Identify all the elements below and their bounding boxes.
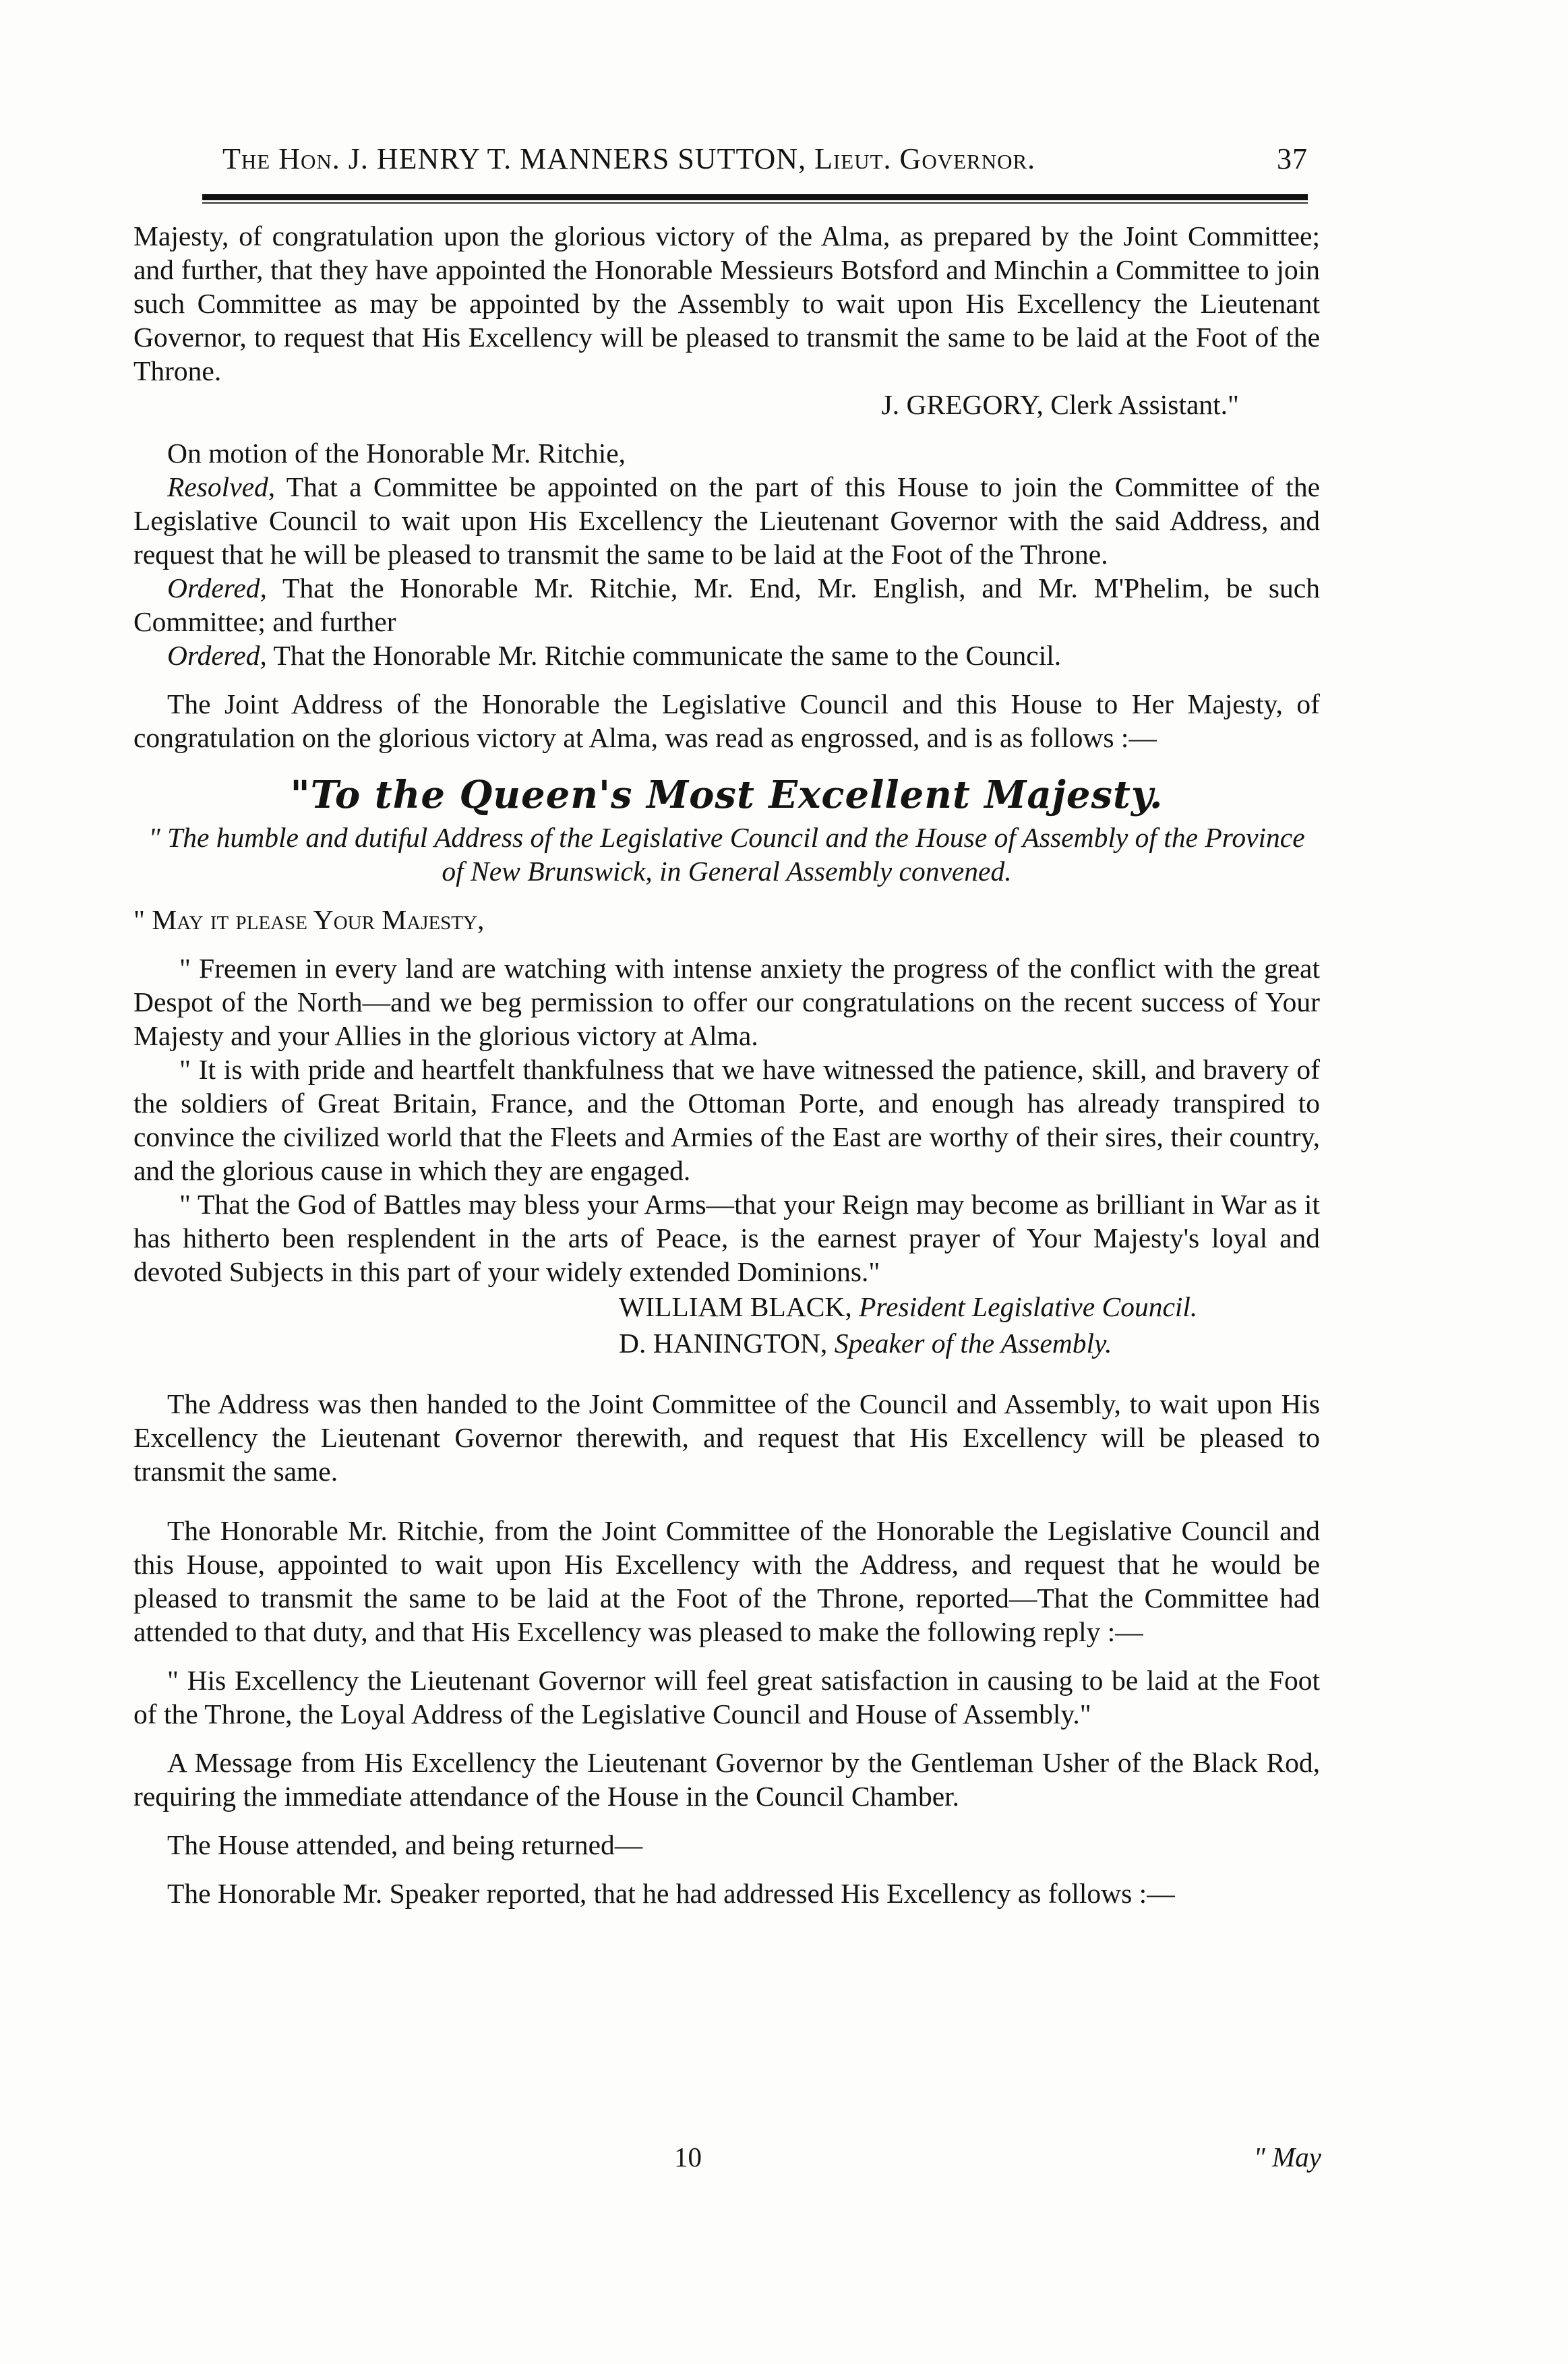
header-rule: [202, 194, 1308, 200]
paragraph: The Address was then handed to the Joint Committee of the Council and Assembly, to wait upon His Excellency the Lieutenant Governor therewith, and request that His Excellency will be pleased to transmit the same.: [133, 1388, 1320, 1487]
order-text: That the Honorable Mr. Ritchie communicate the same to the Council.: [273, 640, 1062, 671]
catchword: " May: [1253, 2141, 1321, 2173]
running-title: The Hon. J. HENRY T. MANNERS SUTTON, Lieut. Governor.: [222, 142, 1036, 175]
signature-line: [619, 1325, 1320, 1361]
signatory-role: President Legislative Council.: [859, 1291, 1198, 1322]
header-rule-thin: [202, 202, 1308, 204]
salutation: " May it please Your Majesty,: [133, 904, 485, 935]
signature-mark: 10: [674, 2141, 702, 2173]
page-body: [133, 219, 1320, 1910]
order-paragraph: [133, 571, 1320, 639]
address-paragraph: " It is with pride and heartfelt thankfulness that we have witnessed the patience, skill, and bravery of the soldiers of Great Britain, France, and the Ottoman Porte, and enough has already transpired to convince the civilized world that the Fleets and Armies of the East are worthy of their sires, their country, and the glorious cause in which they are engaged.: [133, 1054, 1320, 1186]
paragraph: The Joint Address of the Honorable the Legislative Council and this House to Her Majesty, of congratulation on the glorious victory at Alma, was read as engrossed, and is as follows :—: [133, 688, 1320, 753]
address-signatures: [133, 1289, 1320, 1361]
signatory-name: D. HANINGTON,: [619, 1328, 828, 1359]
address-heading: "To the Queen's Most Excellent Majesty.: [290, 773, 1164, 817]
running-header: [202, 142, 1308, 182]
page-footer: [202, 2141, 1321, 2179]
address-title: " The humble and dutiful Address of the Legislative Council and the House of Assembly of the Province of New Brunswick, in General Assembly convened.: [148, 822, 1305, 887]
signature-line: [619, 1289, 1320, 1325]
address-paragraph: " That the God of Battles may bless your Arms—that your Reign may become as brilliant in War as it has hitherto been resplendent in the arts of Peace, is the earnest prayer of Your Majesty's loyal and devoted Subjects in this part of your widely extended Dominions.": [133, 1189, 1320, 1287]
signatory-name: WILLIAM BLACK,: [619, 1291, 852, 1322]
paragraph: The Honorable Mr. Ritchie, from the Joint Committee of the Honorable the Legislative Council and this House, appointed to wait upon His Excellency with the Address, and request that he would be pleased to transmit the same to be laid at the Foot of the Throne, reported—That the Committee had attended to that duty, and that His Excellency was pleased to make the following reply :—: [133, 1515, 1320, 1647]
paragraph: A Message from His Excellency the Lieutenant Governor by the Gentleman Usher of the Black Rod, requiring the immediate attendance of the House in the Council Chamber.: [133, 1747, 1320, 1812]
order-text: That the Honorable Mr. Ritchie, Mr. End, Mr. English, and Mr. M'Phelim, be such Committee; and further: [133, 572, 1320, 637]
paragraph: The House attended, and being returned—: [167, 1829, 643, 1860]
paragraph: The Honorable Mr. Speaker reported, that he had addressed His Excellency as follows :—: [167, 1878, 1175, 1909]
resolution-paragraph: [133, 470, 1320, 571]
address-paragraph: " Freemen in every land are watching with intense anxiety the progress of the conflict with the great Despot of the North—and we beg permission to offer our congratulations on the recent success of Your Majesty and your Allies in the glorious victory at Alma.: [133, 953, 1320, 1051]
resolution-text: That a Committee be appointed on the part of this House to join the Committee of the Legislative Council to wait upon His Excellency the Lieutenant Governor with the said Address, and request that he will be pleased to transmit the same to be laid at the Foot of the Throne.: [133, 471, 1320, 570]
reply-paragraph: " His Excellency the Lieutenant Governor will feel great satisfaction in causing to be laid at the Foot of the Throne, the Loyal Address of the Legislative Council and House of Assembly.": [133, 1665, 1320, 1730]
ordered-label: Ordered,: [167, 572, 267, 603]
resolved-label: Resolved,: [167, 471, 276, 502]
signatory-role: Speaker of the Assembly.: [834, 1328, 1112, 1359]
clerk-signature: J. GREGORY, Clerk Assistant.": [881, 389, 1239, 420]
ordered-label: Ordered,: [167, 640, 267, 671]
paragraph: Majesty, of congratulation upon the glorious victory of the Alma, as prepared by the Joint Committee; and further, that they have appointed the Honorable Messieurs Botsford and Minchin a Committee to join such Committee as may be appointed by the Assembly to wait upon His Excellency the Lieutenant Governor, to request that His Excellency will be pleased to transmit the same to be laid at the Foot of the Throne.: [133, 220, 1320, 386]
page-number: 37: [1277, 142, 1308, 175]
paragraph: On motion of the Honorable Mr. Ritchie,: [167, 438, 626, 469]
order-paragraph: [133, 639, 1320, 672]
